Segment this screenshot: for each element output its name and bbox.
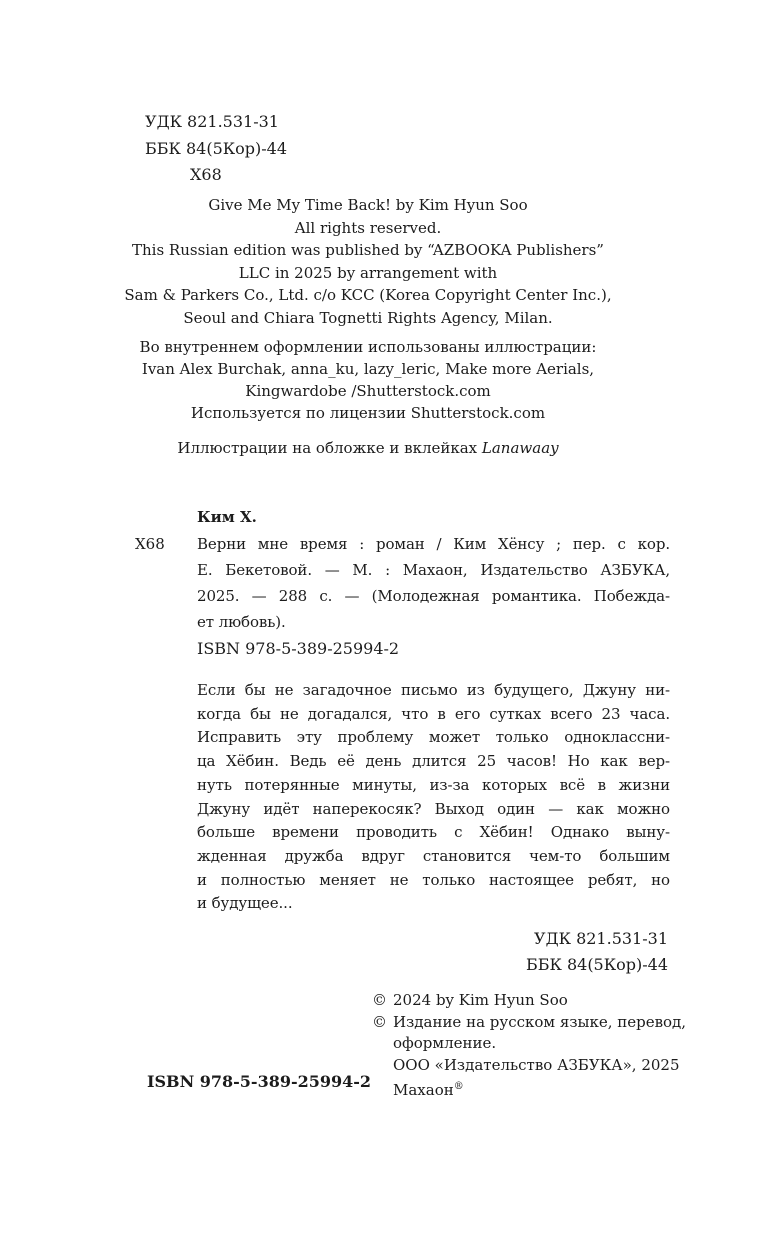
annotation-line: и будущее... <box>197 894 293 913</box>
annotation-line: ца Хёбин. Ведь её день длится 25 часов! Но как вер- <box>197 752 670 771</box>
copyright-line: © Издание на русском языке, перевод, <box>372 1012 682 1034</box>
rights-line: All rights reserved. <box>294 218 442 237</box>
copyright-sign: © <box>372 991 387 1009</box>
illustration-credits-line: Во внутреннем оформлении использованы иллюстрации: <box>139 338 597 356</box>
annotation-line: больше времени проводить с Хёбин! Однако выну- <box>197 823 670 842</box>
annotation-line: Если бы не загадочное письмо из будущего, Джуну ни- <box>197 681 670 699</box>
illustration-credits-line: Используется по лицензии Shutterstock.com <box>190 404 546 422</box>
illustration-credits-line: Ivan Alex Burchak, anna_ku, lazy_leric, Make more Aerials, <box>141 360 595 378</box>
catalog-entry-line: Верни мне время : роман / Ким Хёнсу ; пер. с кор. <box>197 535 670 553</box>
annotation-line: Исправить эту проблему может только одноклассни- <box>197 728 670 747</box>
annotation-line: и полностью меняет не только настоящее ребят, но <box>197 870 670 889</box>
illustration-credits <box>65 336 671 424</box>
top-classification-block <box>145 109 287 189</box>
rights-line: Sam & Parkers Co., Ltd. c/o KCC (Korea Copyright Center Inc.), <box>124 286 612 304</box>
cover-artist-name: Lanawaay <box>481 439 559 457</box>
isbn-number-bottom: ISBN 978-5-389-25994-2 <box>147 1072 372 1091</box>
copyright-sign: © <box>372 1012 387 1031</box>
copyright-line: оформление. <box>393 1034 497 1052</box>
rights-line: Give Me My Time Back! by Kim Hyun Soo <box>208 196 528 214</box>
annotation-line: когда бы не догадался, что в его сутках всего 23 часа. <box>197 704 670 723</box>
catalog-entry <box>197 531 670 635</box>
bottom-classification-block <box>526 926 668 978</box>
catalog-entry-line: 2025. — 288 с. — (Молодежная романтика. Побежда- <box>197 587 670 605</box>
rights-line: Seoul and Chiara Tognetti Rights Agency, Milan. <box>183 308 553 327</box>
bbk-number: ББК 84(5Кор)-44 <box>145 138 288 158</box>
annotation-line: Джуну идёт наперекосяк? Выход один — как можно <box>197 799 670 818</box>
copyright-block <box>372 990 687 1102</box>
copyright-line: © 2024 by Kim Hyun Soo <box>372 990 682 1012</box>
rights-line: This Russian edition was published by “AZBOOKA Publishers” <box>132 241 604 259</box>
cover-illustration-credit <box>65 437 671 459</box>
bbk-number-bottom: ББК 84(5Кор)-44 <box>525 955 668 974</box>
cover-credit-text: Иллюстрации на обложке и вклейках <box>177 439 478 457</box>
catalog-entry-line: Е. Бекетовой. — М. : Махаон, Издательство АЗБУКА, <box>197 561 670 579</box>
catalog-author: Ким Х. <box>197 508 257 526</box>
copyright-line: ООО «Издательство АЗБУКА», 2025 <box>393 1055 680 1074</box>
catalog-index-code: Х68 <box>135 535 165 553</box>
registered-trademark-sign: ® <box>453 1081 464 1092</box>
rights-line: LLC in 2025 by arrangement with <box>238 263 498 282</box>
udk-number-bottom: УДК 821.531-31 <box>534 929 668 948</box>
illustration-credits-line: Kingwardobe /Shutterstock.com <box>245 382 491 400</box>
annotation-line: нуть потерянные минуты, из-за которых всё в жизни <box>197 775 670 794</box>
author-sign-code: Х68 <box>190 165 222 184</box>
annotation <box>197 679 670 916</box>
rights-statement <box>65 194 671 329</box>
catalog-entry-line: ет любовь). <box>197 613 286 631</box>
udk-number: УДК 821.531-31 <box>145 112 279 131</box>
annotation-line: жденная дружба вдруг становится чем-то большим <box>197 846 670 865</box>
copyright-line: Махаон® <box>393 1081 464 1099</box>
isbn-number: ISBN 978-5-389-25994-2 <box>197 639 400 658</box>
